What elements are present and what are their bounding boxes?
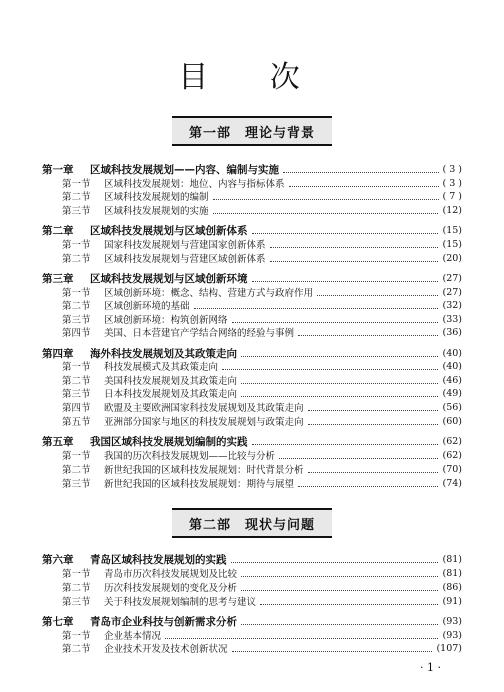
dot-leader [165, 638, 438, 639]
toc-chapter-entry [42, 346, 462, 360]
toc-section-entry [42, 189, 462, 203]
toc-entry-label: 第三节 [62, 389, 91, 400]
dot-leader [213, 213, 439, 214]
toc-entry-title: 历次科技发展规划的变化及分析 [104, 583, 238, 594]
dot-leader [213, 199, 439, 200]
toc-entry-label: 第一节 [62, 240, 91, 251]
toc-entry-page: (86) [442, 581, 462, 593]
part-number: 第二部 [188, 517, 231, 533]
part-name: 现状与问题 [245, 517, 316, 533]
toc-entry-label: 第一节 [62, 179, 91, 190]
dot-leader [241, 396, 438, 397]
toc-entry-label: 第二节 [62, 465, 91, 476]
toc-entry-label: 第二节 [62, 376, 91, 387]
dot-leader [298, 335, 438, 336]
dot-leader [308, 472, 439, 473]
toc-section-entry [42, 462, 462, 476]
toc-entry-title: 国家科技发展规划与营建国家创新体系 [104, 240, 266, 251]
toc-entry-title: 区域科技发展规划——内容、编制与实施 [90, 163, 279, 176]
toc-entry-page: (62) [442, 435, 462, 447]
toc-entry-label: 第五章 [42, 435, 74, 448]
toc-chapter-entry [42, 271, 462, 285]
toc-entry-page: (40) [442, 347, 462, 359]
toc-chapter-entry [42, 223, 462, 237]
dot-leader [252, 281, 439, 282]
toc-entry-page: (81) [442, 553, 462, 565]
toc-entry-label: 第一章 [42, 163, 74, 176]
toc-entry-title: 区域创新环境的基础 [104, 301, 190, 312]
toc-section-entry [42, 566, 462, 580]
dot-leader [241, 356, 438, 357]
toc-entry-title: 亚洲部分国家与地区的科技发展规划与政策走向 [104, 417, 304, 428]
toc-entry-page: (32) [442, 299, 462, 311]
toc-entry-label: 第四节 [62, 403, 91, 414]
toc-entry-page: ( 7 ) [442, 190, 462, 202]
part-number: 第一部 [188, 125, 231, 141]
toc-entry-label: 第三节 [62, 479, 91, 490]
page-title: 目 次 [178, 60, 326, 95]
dot-leader [252, 444, 439, 445]
toc-entry-title: 区域创新环境：概念、结构、营建方式与政府作用 [104, 288, 314, 299]
toc-entry-title: 区域科技发展规划：地位、内容与指标体系 [104, 179, 285, 190]
toc-entry-page: (40) [442, 360, 462, 372]
toc-entry-title: 我国的历次科技发展规划——比较与分析 [104, 451, 276, 462]
dot-leader [222, 369, 438, 370]
toc-chapter-entry [42, 434, 462, 448]
toc-entry-title: 企业基本情况 [104, 631, 162, 642]
toc-section-entry [42, 386, 462, 400]
toc-entry-title: 区域科技发展规划与营建区域创新体系 [104, 254, 266, 265]
toc-section-entry [42, 325, 462, 339]
toc-chapter-entry [42, 614, 462, 628]
toc-entry-label: 第四节 [62, 328, 91, 339]
toc-section-entry [42, 312, 462, 326]
toc-entry-title: 企业技术开发及技术创新状况 [104, 644, 228, 655]
toc-entry-page: (15) [442, 224, 462, 236]
toc-entry-page: (20) [442, 252, 462, 264]
toc-entry-page: (27) [442, 286, 462, 298]
toc-entry-label: 第一节 [62, 288, 91, 299]
dot-leader [289, 186, 439, 187]
part-name: 理论与背景 [245, 125, 316, 141]
toc-entry-label: 第一节 [62, 631, 91, 642]
toc-entry-label: 第一节 [62, 569, 91, 580]
toc-entry-title: 区域科技发展规划的实施 [104, 206, 209, 217]
toc-entry-label: 第六章 [42, 553, 74, 566]
toc-section-entry [42, 237, 462, 251]
toc-entry-label: 第七章 [42, 615, 74, 628]
toc-section-entry [42, 400, 462, 414]
dot-leader [270, 247, 439, 248]
toc-section-entry [42, 448, 462, 462]
toc-entry-label: 第三章 [42, 272, 74, 285]
toc-section-entry [42, 251, 462, 265]
toc-entry-page: (70) [442, 463, 462, 475]
toc-entry-title: 区域科技发展规划与区域创新体系 [90, 224, 248, 237]
toc-section-entry [42, 176, 462, 190]
dot-leader [232, 322, 439, 323]
dot-leader [317, 295, 438, 296]
toc-section-entry [42, 476, 462, 490]
toc-entry-page: (91) [442, 595, 462, 607]
toc-entry-page: ( 3 ) [442, 163, 462, 175]
toc-entry-page: (74) [442, 477, 462, 489]
toc-chapter-entry [42, 162, 462, 176]
dot-leader [231, 562, 439, 563]
dot-leader [241, 590, 438, 591]
toc-entry-page: (81) [442, 567, 462, 579]
toc-section-entry [42, 285, 462, 299]
toc-entry-title: 青岛市企业科技与创新需求分析 [90, 615, 237, 628]
toc-section-entry [42, 628, 462, 642]
toc-entry-page: ( 3 ) [442, 177, 462, 189]
toc-entry-label: 第一节 [62, 362, 91, 373]
toc-entry-title: 美国科技发展规划及其政策走向 [104, 376, 238, 387]
toc-entry-title: 海外科技发展规划及其政策走向 [90, 347, 237, 360]
toc-entry-label: 第二节 [62, 254, 91, 265]
toc-entry-title: 日本科技发展规划及其政策走向 [104, 389, 238, 400]
toc-entry-page: (36) [442, 326, 462, 338]
toc-section-entry [42, 203, 462, 217]
toc-section-entry [42, 580, 462, 594]
toc-section-entry [42, 414, 462, 428]
toc-section-entry [42, 359, 462, 373]
toc-chapter-entry [42, 552, 462, 566]
toc-entry-page: (27) [442, 272, 462, 284]
part-heading-2 [172, 508, 332, 538]
toc-entry-label: 第二节 [62, 192, 91, 203]
toc-entry-label: 第二节 [62, 301, 91, 312]
toc-entry-page: (46) [442, 374, 462, 386]
toc-entry-page: (12) [442, 204, 462, 216]
dot-leader [283, 172, 439, 173]
dot-leader [241, 383, 438, 384]
toc-section-entry [42, 298, 462, 312]
toc-entry-title: 区域科技发展规划的编制 [104, 192, 209, 203]
toc-entry-title: 青岛区域科技发展规划的实践 [90, 553, 227, 566]
dot-leader [279, 458, 438, 459]
toc-entry-label: 第三节 [62, 315, 91, 326]
toc-entry-label: 第二节 [62, 644, 91, 655]
toc-entry-page: (93) [442, 629, 462, 641]
toc-entry-label: 第三节 [62, 206, 91, 217]
toc-entry-page: (107) [436, 642, 462, 654]
toc-entry-label: 第一节 [62, 451, 91, 462]
toc-entry-page: (15) [442, 238, 462, 250]
dot-leader [270, 261, 439, 262]
toc-entry-title: 科技发展模式及其政策走向 [104, 362, 219, 373]
toc-entry-title: 我国区域科技发展规划编制的实践 [90, 435, 248, 448]
toc-section-entry [42, 594, 462, 608]
dot-leader [232, 651, 433, 652]
toc-entry-title: 关于科技发展规划编制的思考与建议 [104, 597, 257, 608]
dot-leader [194, 308, 439, 309]
part-heading-1 [172, 116, 332, 146]
toc-entry-label: 第二节 [62, 583, 91, 594]
dot-leader [241, 576, 438, 577]
toc-entry-label: 第三节 [62, 597, 91, 608]
toc-entry-title: 新世纪我国的区域科技发展规划：时代背景分析 [104, 465, 304, 476]
toc-entry-title: 区域创新环境：构筑创新网络 [104, 315, 228, 326]
toc-section-entry [42, 641, 462, 655]
toc-entry-page: (93) [442, 615, 462, 627]
toc-entry-page: (62) [442, 449, 462, 461]
toc-entry-page: (56) [442, 401, 462, 413]
toc-entry-title: 欧盟及主要欧洲国家科技发展规划及其政策走向 [104, 403, 304, 414]
page-number: · 1 · [420, 661, 441, 674]
toc-entry-label: 第四章 [42, 347, 74, 360]
dot-leader [260, 604, 438, 605]
toc-entry-label: 第五节 [62, 417, 91, 428]
toc-entry-title: 美国、日本营建官产学结合网络的经验与事例 [104, 328, 295, 339]
toc-entry-page: (49) [442, 387, 462, 399]
toc-entry-title: 区域科技发展规划与区域创新环境 [90, 272, 248, 285]
dot-leader [308, 410, 439, 411]
dot-leader [252, 233, 439, 234]
dot-leader [241, 624, 438, 625]
toc-entry-title: 新世纪我国的区域科技发展规划：期待与展望 [104, 479, 295, 490]
toc-entry-page: (33) [442, 313, 462, 325]
dot-leader [308, 424, 439, 425]
toc-entry-page: (60) [442, 415, 462, 427]
toc-entry-label: 第二章 [42, 224, 74, 237]
toc-section-entry [42, 373, 462, 387]
toc-entry-title: 青岛市历次科技发展规划及比较 [104, 569, 238, 580]
dot-leader [298, 486, 438, 487]
